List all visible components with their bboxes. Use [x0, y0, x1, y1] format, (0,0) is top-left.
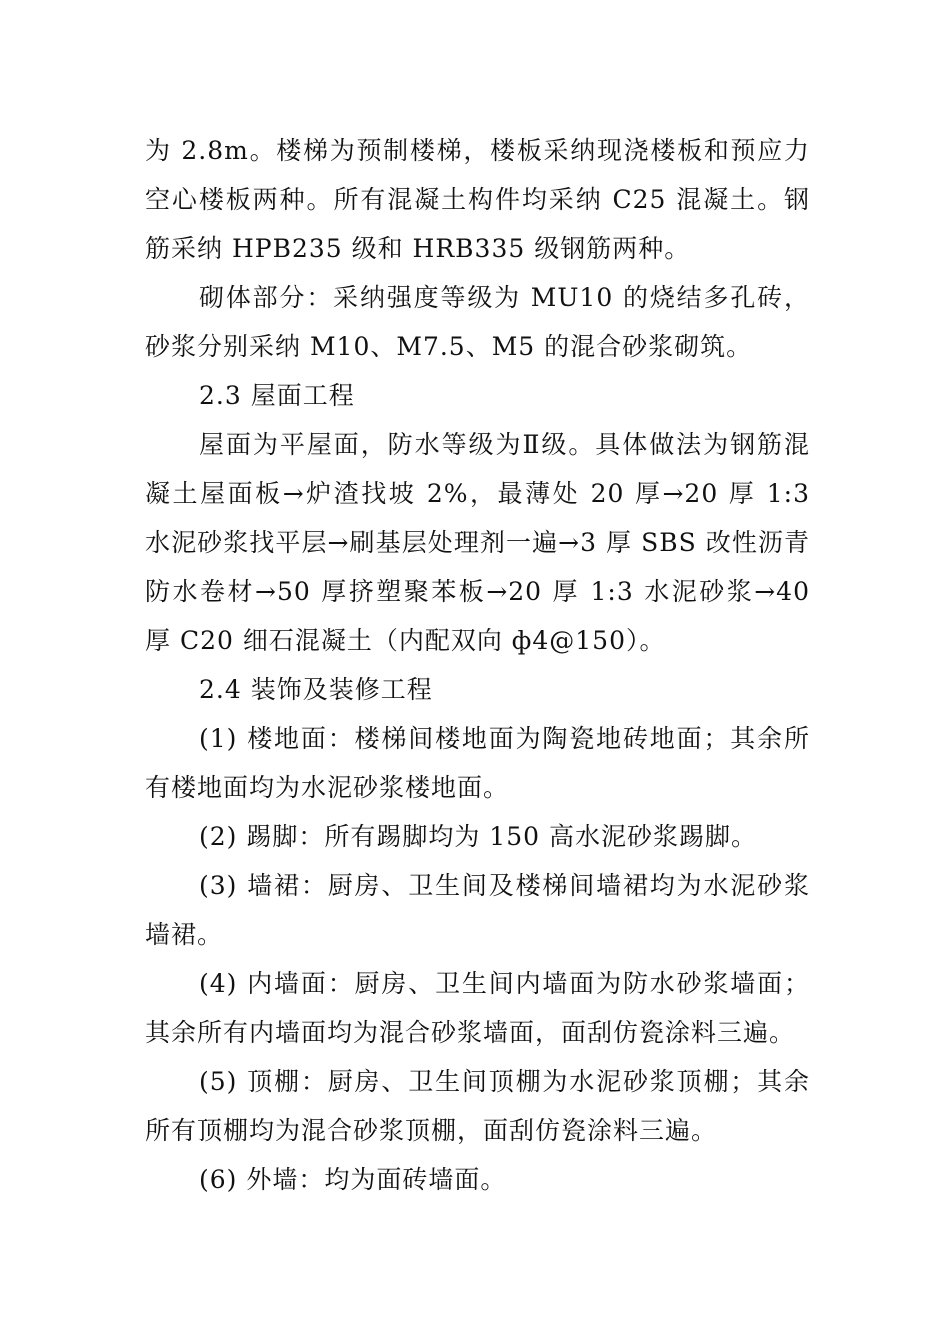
paragraph-exterior-wall: (6) 外墙：均为面砖墙面。: [199, 1165, 507, 1194]
paragraph-ceiling: (5) 顶棚：厨房、卫生间顶棚为水泥砂浆顶棚；其余所有顶棚均为混合砂浆顶棚，面刮仿瓷涂料三遍。: [145, 1067, 810, 1145]
document-body: [145, 126, 810, 1204]
paragraph-floor: (1) 楼地面：楼梯间楼地面为陶瓷地砖地面；其余所有楼地面均为水泥砂浆楼地面。: [145, 724, 810, 802]
paragraph-interior-wall: (4) 内墙面：厨房、卫生间内墙面为防水砂浆墙面；其余所有内墙面均为混合砂浆墙面，面刮仿瓷涂料三遍。: [145, 969, 810, 1047]
section-heading-decoration: 2.4 装饰及装修工程: [199, 675, 433, 704]
paragraph-dado: (3) 墙裙：厨房、卫生间及楼梯间墙裙均为水泥砂浆墙裙。: [145, 871, 810, 949]
paragraph-roof: 屋面为平屋面，防水等级为Ⅱ级。具体做法为钢筋混凝土屋面板→炉渣找坡 2%，最薄处 20 厚→20 厚 1:3 水泥砂浆找平层→刷基层处理剂一遍→3 厚 SBS 改性沥青防水卷材→50 厚挤塑聚苯板→20 厚 1:3 水泥砂浆→40 厚 C20 细石混凝土（内配双向 ф4@150）。: [145, 430, 810, 655]
paragraph-structure-continued: 为 2.8m。楼梯为预制楼梯，楼板采纳现浇楼板和预应力空心楼板两种。所有混凝土构件均采纳 C25 混凝土。钢筋采纳 HPB235 级和 HRB335 级钢筋两种。: [145, 136, 810, 263]
section-heading-roof: 2.3 屋面工程: [199, 381, 355, 410]
paragraph-masonry: 砌体部分：采纳强度等级为 MU10 的烧结多孔砖，砂浆分别采纳 M10、M7.5、M5 的混合砂浆砌筑。: [145, 283, 810, 361]
paragraph-skirting: (2) 踢脚：所有踢脚均为 150 高水泥砂浆踢脚。: [199, 822, 757, 851]
